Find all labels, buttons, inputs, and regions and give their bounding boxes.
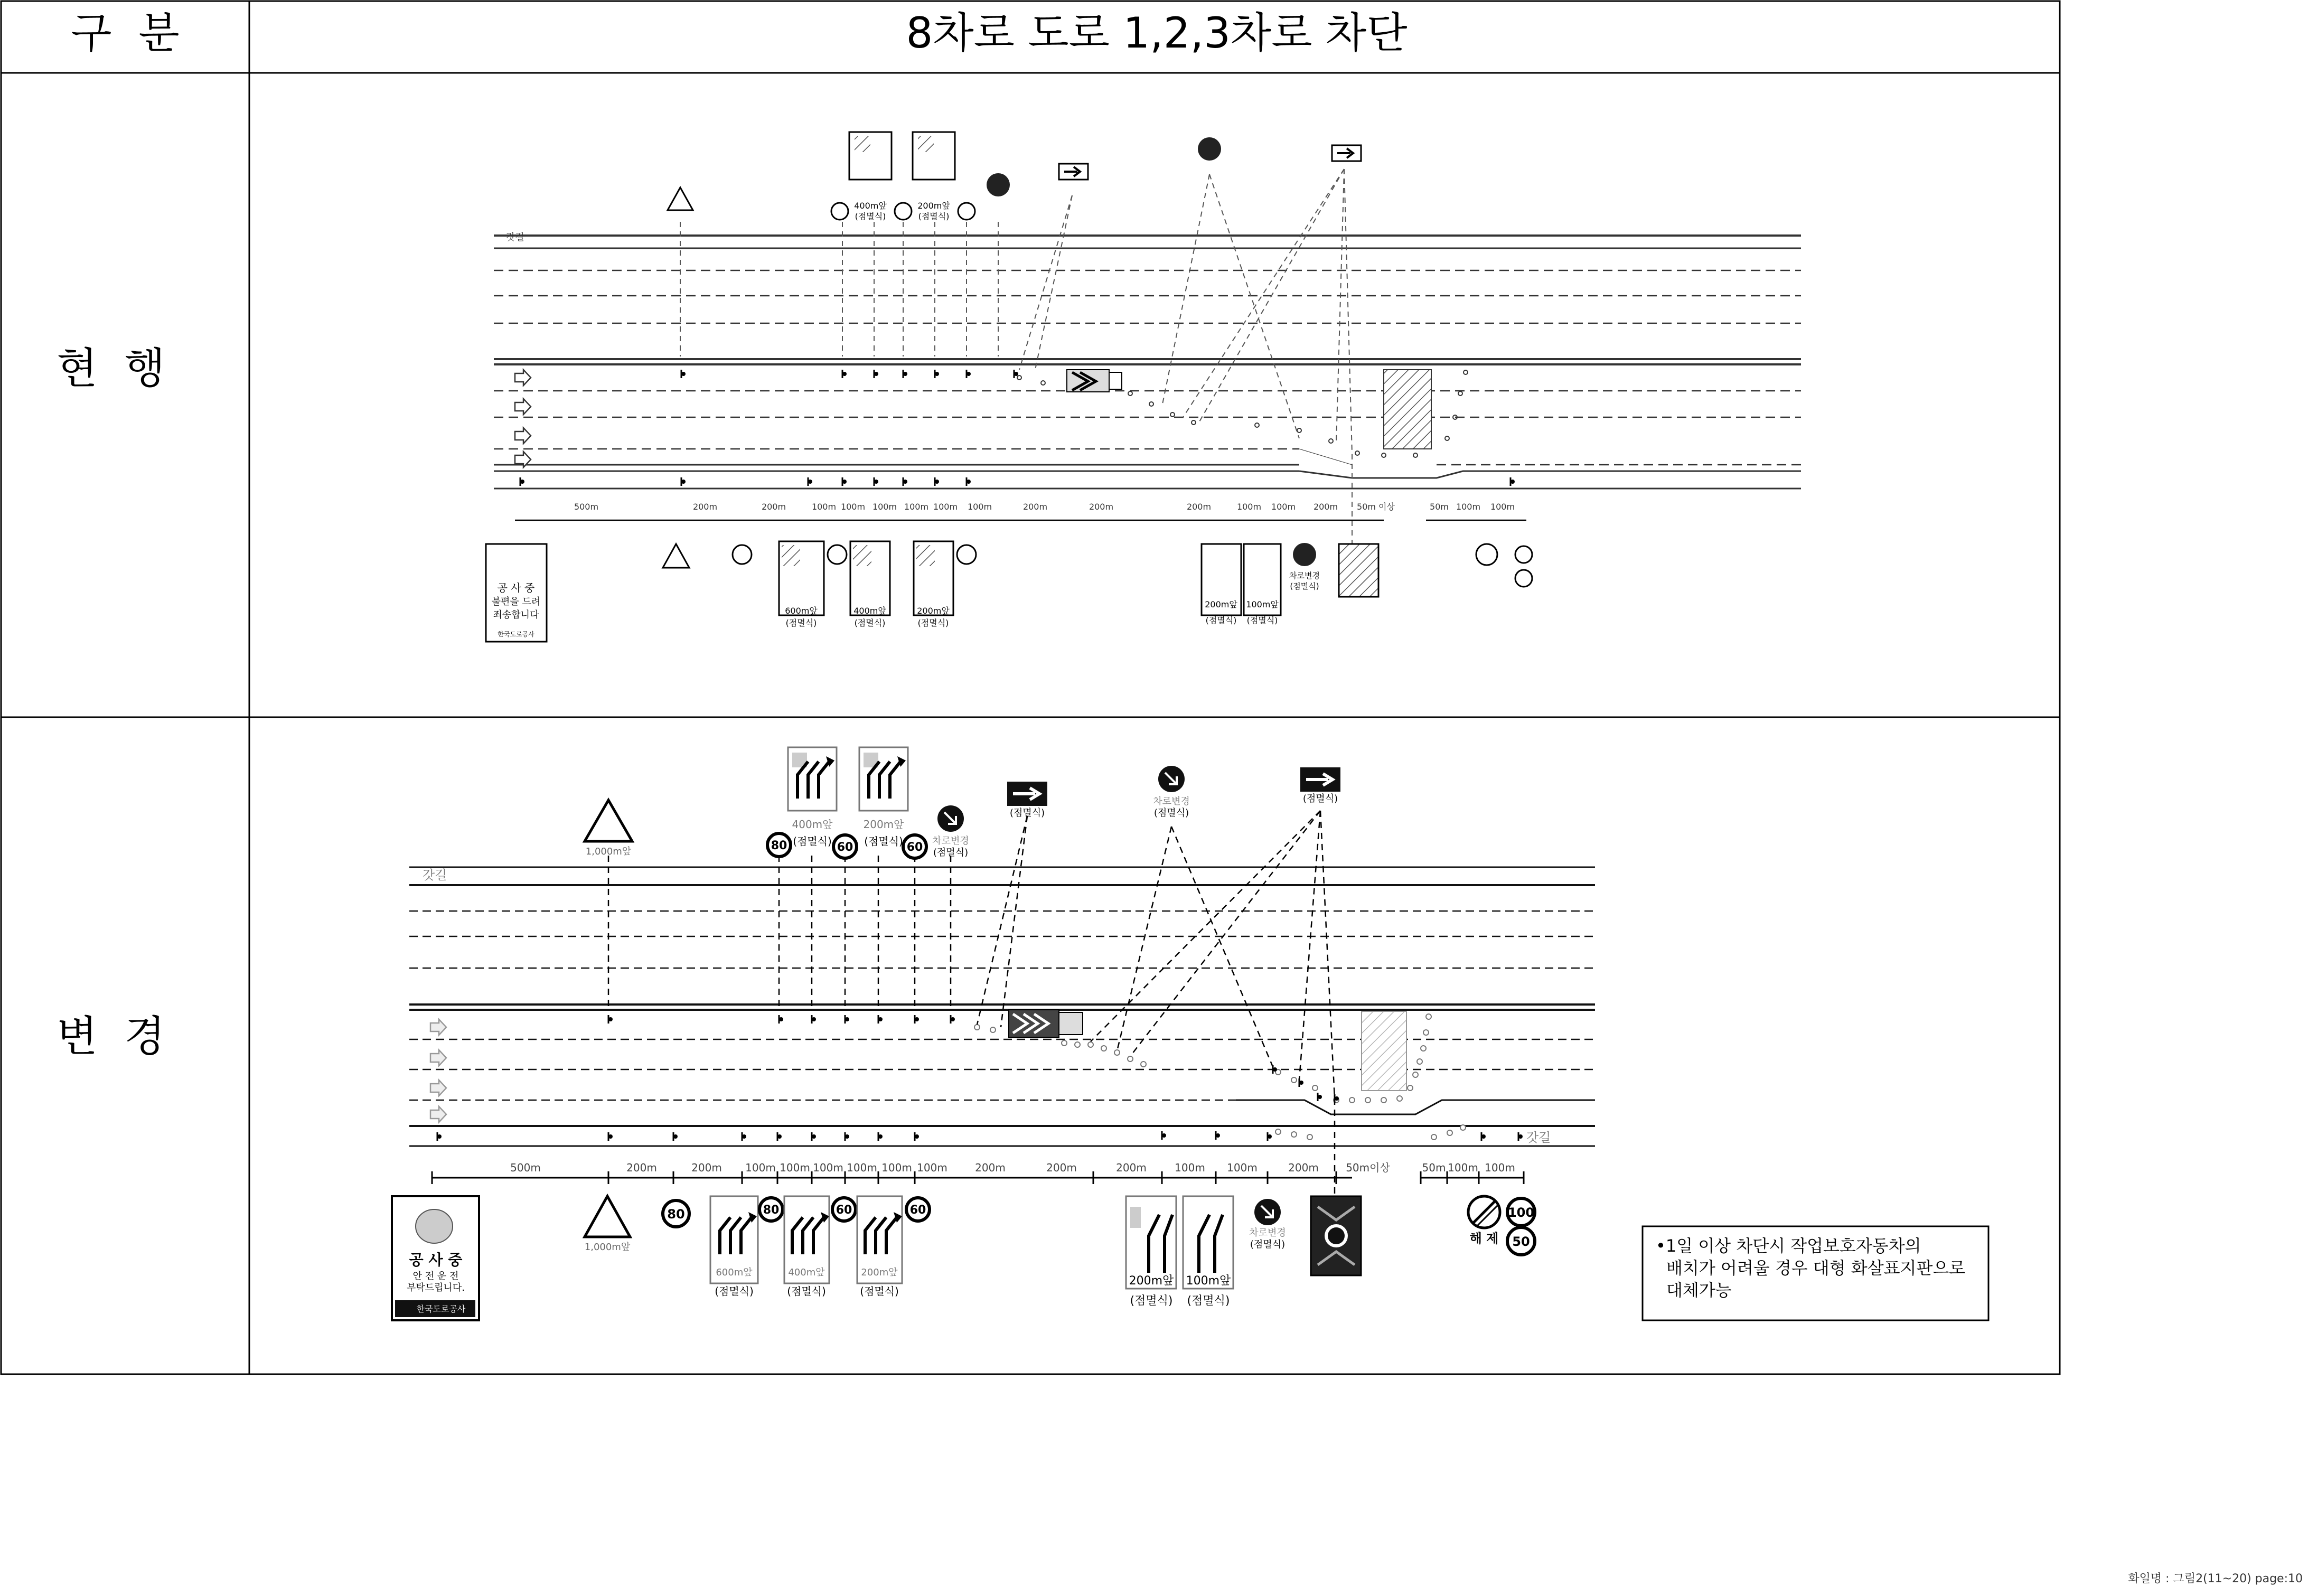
speed-sign-60 xyxy=(895,203,912,220)
svg-text:80: 80 xyxy=(763,1204,780,1217)
footer-filename: 화일명 : 그림2(11~20) page:10 xyxy=(2128,1572,2303,1585)
svg-text:100m: 100m xyxy=(1448,1161,1478,1174)
changed-top-signs xyxy=(585,747,1340,858)
svg-text:(점멸식): (점멸식) xyxy=(1130,1294,1173,1308)
svg-text:60: 60 xyxy=(906,841,923,854)
svg-text:50m: 50m xyxy=(1422,1161,1446,1174)
svg-text:200m: 200m xyxy=(975,1161,1006,1174)
row-label-changed: 변 경 xyxy=(57,1012,165,1061)
svg-text:(점멸식): (점멸식) xyxy=(860,1285,899,1298)
current-distance-labels xyxy=(574,502,1515,512)
work-triangle-icon xyxy=(668,187,693,210)
svg-text:200m앞: 200m앞 xyxy=(1129,1274,1174,1288)
svg-text:(점멸식): (점멸식) xyxy=(1246,615,1278,625)
svg-text:100m: 100m xyxy=(847,1161,877,1174)
svg-text:80: 80 xyxy=(667,1207,685,1222)
svg-text:한국도로공사: 한국도로공사 xyxy=(498,631,534,638)
svg-text:(점멸식): (점멸식) xyxy=(1153,808,1189,819)
svg-text:200m: 200m xyxy=(626,1161,657,1174)
changed-lane-arrows xyxy=(430,1019,446,1122)
svg-text:50m 이상: 50m 이상 xyxy=(1357,502,1395,512)
speed-sign-60b xyxy=(958,203,975,220)
svg-text:400m앞: 400m앞 xyxy=(853,606,886,616)
svg-text:(점멸식): (점멸식) xyxy=(917,618,949,628)
svg-text:(점멸식): (점멸식) xyxy=(715,1285,754,1298)
svg-text:200m: 200m xyxy=(1089,502,1114,512)
svg-text:500m: 500m xyxy=(510,1161,541,1174)
svg-text:(점멸식): (점멸식) xyxy=(1187,1294,1230,1308)
svg-text:차로변경: 차로변경 xyxy=(1249,1227,1286,1238)
current-work-vehicle xyxy=(1067,370,1122,392)
changed-bottom-signs xyxy=(392,1196,1535,1320)
svg-text:100m: 100m xyxy=(811,502,837,512)
svg-text:배치가 어려울 경우 대형 화살표지판으로: 배치가 어려울 경우 대형 화살표지판으로 xyxy=(1666,1258,1966,1278)
svg-text:100: 100 xyxy=(1507,1205,1535,1220)
svg-text:불편을 드려: 불편을 드려 xyxy=(491,596,541,607)
svg-text:100m: 100m xyxy=(1485,1161,1515,1174)
svg-text:200m: 200m xyxy=(1022,502,1048,512)
svg-text:(점멸식): (점멸식) xyxy=(933,847,969,858)
svg-text:해 제: 해 제 xyxy=(1469,1231,1499,1246)
speed-sign-80 xyxy=(831,203,848,220)
work-triangle-icon-bottom-changed xyxy=(585,1196,630,1237)
svg-text:500m: 500m xyxy=(574,502,599,512)
work-triangle-icon-top xyxy=(585,800,632,841)
svg-text:60: 60 xyxy=(836,1204,852,1217)
svg-text:50: 50 xyxy=(1512,1234,1530,1249)
current-closure-block xyxy=(1384,370,1431,449)
lane-change-sign-icon-2 xyxy=(1198,137,1221,161)
changed-shoulder-label-left: 갓길 xyxy=(423,868,447,883)
current-diagram xyxy=(486,132,1801,642)
svg-text:200m앞: 200m앞 xyxy=(861,1267,898,1278)
svg-text:100m: 100m xyxy=(1490,502,1515,512)
svg-text:죄송합니다: 죄송합니다 xyxy=(493,609,539,621)
svg-text:100m: 100m xyxy=(1271,502,1296,512)
svg-text:100m앞: 100m앞 xyxy=(1186,1274,1231,1288)
changed-flag-markers xyxy=(437,1015,1523,1141)
svg-text:대체가능: 대체가능 xyxy=(1666,1280,1732,1300)
svg-text:60: 60 xyxy=(909,1204,926,1217)
svg-text:100m: 100m xyxy=(745,1161,776,1174)
svg-text:(점멸식): (점멸식) xyxy=(793,835,832,848)
svg-text:•1일 이상 차단시 작업보호자동차의: •1일 이상 차단시 작업보호자동차의 xyxy=(1656,1236,1921,1256)
changed-road-lines xyxy=(409,867,1595,1146)
svg-text:200m: 200m xyxy=(1313,502,1338,512)
svg-text:200m앞: 200m앞 xyxy=(917,201,950,211)
svg-text:(점멸식): (점멸식) xyxy=(864,835,903,848)
svg-text:100m: 100m xyxy=(840,502,866,512)
svg-text:100m: 100m xyxy=(1456,502,1481,512)
svg-text:100m: 100m xyxy=(933,502,958,512)
svg-text:공 사 중: 공 사 중 xyxy=(409,1251,463,1269)
svg-text:(점멸식): (점멸식) xyxy=(1302,793,1338,804)
svg-text:60: 60 xyxy=(837,841,853,854)
svg-text:(점멸식): (점멸식) xyxy=(918,211,950,221)
svg-text:600m앞: 600m앞 xyxy=(716,1267,753,1278)
svg-text:(점멸식): (점멸식) xyxy=(1009,808,1045,819)
current-sign-leaders xyxy=(680,169,1352,555)
changed-work-vehicle xyxy=(1009,1010,1083,1037)
svg-text:200m앞: 200m앞 xyxy=(863,818,904,831)
svg-text:1,000m앞: 1,000m앞 xyxy=(584,1242,631,1253)
svg-text:공 사 중: 공 사 중 xyxy=(497,581,535,594)
changed-closure-block xyxy=(1362,1011,1406,1091)
svg-text:부탁드립니다.: 부탁드립니다. xyxy=(406,1282,465,1293)
svg-text:100m: 100m xyxy=(967,502,992,512)
svg-text:차로변경: 차로변경 xyxy=(932,835,969,847)
svg-text:600m앞: 600m앞 xyxy=(785,606,818,616)
svg-text:100m: 100m xyxy=(917,1161,947,1174)
svg-text:50m이상: 50m이상 xyxy=(1346,1161,1390,1174)
svg-text:1,000m앞: 1,000m앞 xyxy=(585,846,632,857)
current-top-signs xyxy=(668,132,1361,221)
table-grid xyxy=(1,1,2060,1374)
page-title: 8차로 도로 1,2,3차로 차단 xyxy=(906,8,1408,58)
svg-text:100m: 100m xyxy=(780,1161,810,1174)
svg-text:400m앞: 400m앞 xyxy=(788,1267,825,1278)
svg-text:(점멸식): (점멸식) xyxy=(1205,615,1237,625)
svg-text:200m앞: 200m앞 xyxy=(1205,599,1237,609)
svg-text:(점멸식): (점멸식) xyxy=(854,618,886,628)
current-bottom-signs xyxy=(486,541,1532,642)
svg-text:400m앞: 400m앞 xyxy=(792,818,833,831)
category-header: 구 분 xyxy=(71,8,180,58)
svg-text:안 전 운 전: 안 전 운 전 xyxy=(412,1271,459,1282)
changed-diagram xyxy=(392,747,1988,1320)
svg-text:(점멸식): (점멸식) xyxy=(855,211,886,221)
row-label-current: 현 행 xyxy=(57,344,165,393)
svg-text:100m: 100m xyxy=(813,1161,843,1174)
current-flag-markers xyxy=(520,370,1515,486)
svg-text:100m: 100m xyxy=(881,1161,912,1174)
svg-text:200m: 200m xyxy=(691,1161,722,1174)
changed-shoulder-label-right: 갓길 xyxy=(1526,1130,1551,1145)
svg-text:200m: 200m xyxy=(1046,1161,1077,1174)
svg-text:(점멸식): (점멸식) xyxy=(787,1285,826,1298)
svg-text:200m앞: 200m앞 xyxy=(917,606,950,616)
svg-text:200m: 200m xyxy=(1288,1161,1319,1174)
svg-text:200m: 200m xyxy=(1116,1161,1147,1174)
svg-text:차로변경: 차로변경 xyxy=(1153,796,1190,807)
current-road-lines xyxy=(494,236,1801,489)
svg-text:200m: 200m xyxy=(692,502,718,512)
svg-text:100m: 100m xyxy=(1175,1161,1205,1174)
svg-text:100m: 100m xyxy=(1227,1161,1258,1174)
svg-text:(점멸식): (점멸식) xyxy=(1290,581,1319,591)
svg-text:80: 80 xyxy=(771,839,787,852)
svg-text:한국도로공사: 한국도로공사 xyxy=(416,1304,466,1314)
svg-text:100m앞: 100m앞 xyxy=(1246,599,1279,609)
svg-text:(점멸식): (점멸식) xyxy=(785,618,817,628)
svg-text:100m: 100m xyxy=(1236,502,1262,512)
svg-text:차로변경: 차로변경 xyxy=(1289,571,1320,580)
svg-text:100m: 100m xyxy=(904,502,929,512)
note-box xyxy=(1643,1226,1988,1320)
svg-text:400m앞: 400m앞 xyxy=(854,201,887,211)
changed-distance-labels xyxy=(510,1161,1515,1174)
lane-change-sign-icon xyxy=(987,173,1010,196)
work-triangle-icon-bottom xyxy=(663,544,689,568)
current-shoulder-label: 갓길 xyxy=(506,232,524,243)
svg-text:200m: 200m xyxy=(761,502,786,512)
svg-text:200m: 200m xyxy=(1186,502,1212,512)
speed-sign-80-bottom xyxy=(733,545,752,564)
current-lane-arrows xyxy=(515,370,531,467)
svg-text:50m: 50m xyxy=(1430,502,1449,512)
svg-text:100m: 100m xyxy=(872,502,897,512)
svg-text:(점멸식): (점멸식) xyxy=(1250,1239,1286,1250)
